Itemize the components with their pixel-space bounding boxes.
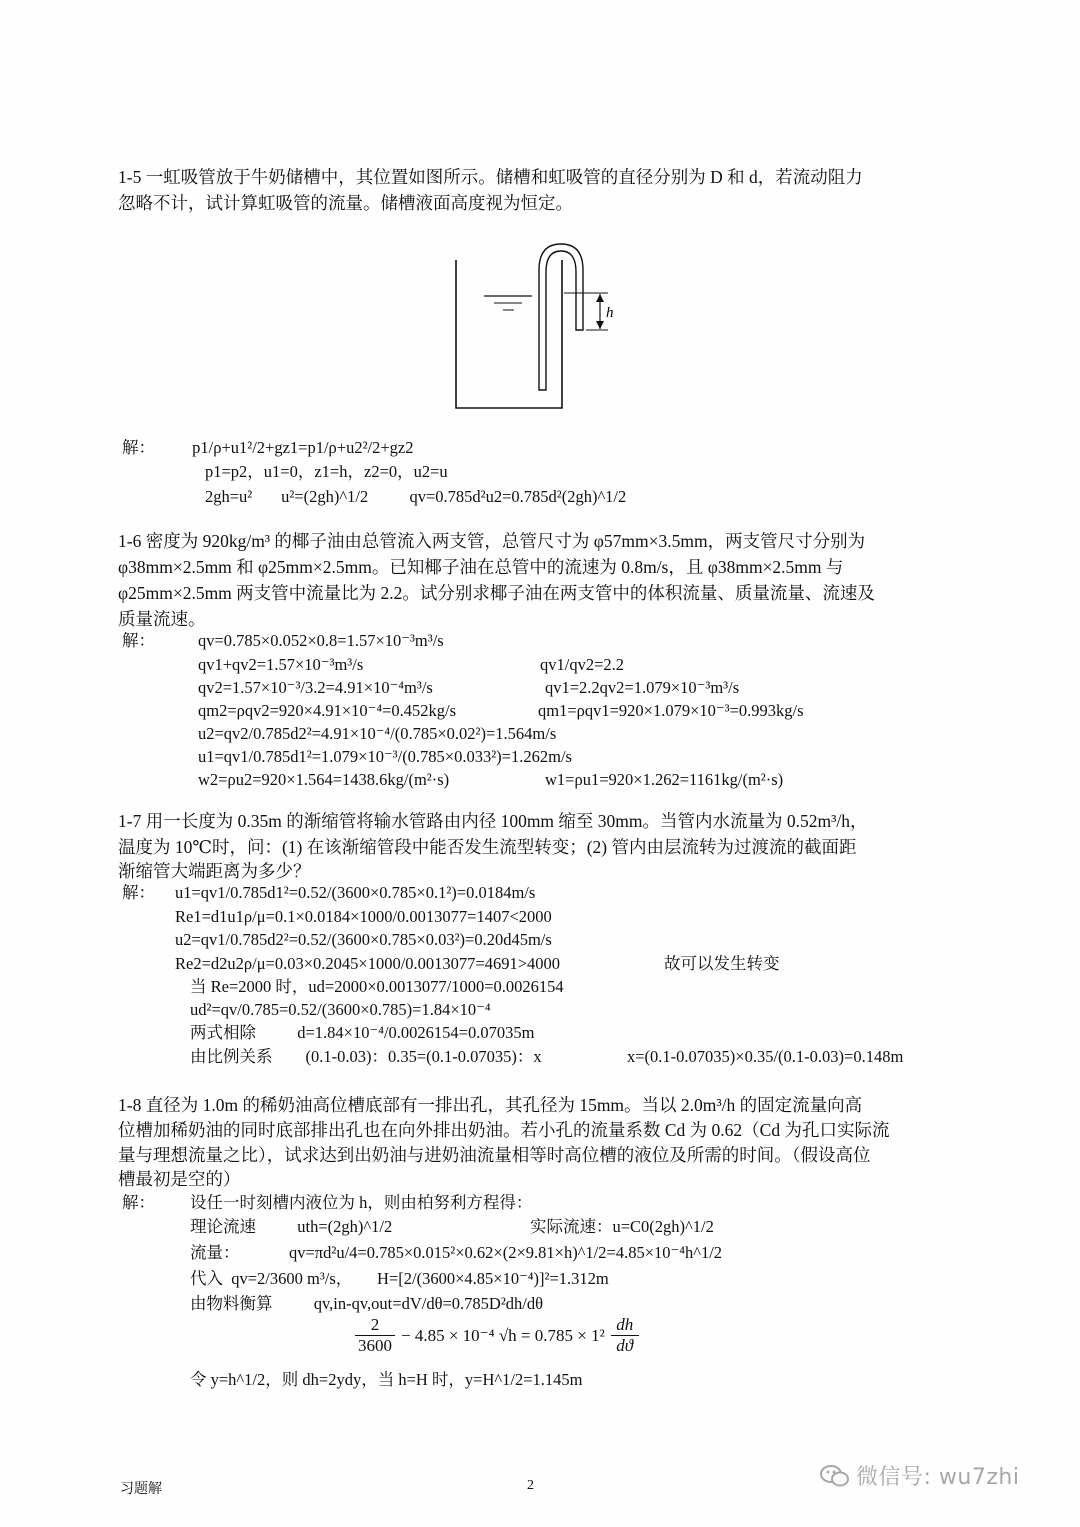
problem-1-8-solution-line: 流量： qv=πd²u/4=0.785×0.015²×0.62×(2×9.81×h)^1/2=4.85×10⁻⁴h^1/2 [190, 1243, 723, 1262]
problem-1-6-solution-line: w2=ρu2=920×1.564=1438.6kg/(m²·s) [198, 770, 450, 789]
problem-1-6-solution-line: qv2=1.57×10⁻³/3.2=4.91×10⁻⁴m³/s [198, 678, 433, 697]
problem-1-7-solution-line: 当 Re=2000 时，ud=2000×0.0013077/1000=0.0026154 [190, 977, 564, 996]
equation-middle: − 4.85 × 10⁻⁴ √h = 0.785 × 1² [401, 1325, 605, 1345]
problem-1-6-question-line-1: 1-6 密度为 920kg/m³ 的椰子油由总管流入两支管，总管尺寸为 φ57mm×3.5mm，两支管尺寸分别为 [118, 531, 866, 551]
siphon-tube [539, 244, 583, 390]
fraction-dh-over-dtheta [611, 1315, 639, 1356]
problem-1-6-solution-line: qv1=2.2qv2=1.079×10⁻³m³/s [545, 678, 740, 697]
problem-1-8-question-line-3: 量与理想流量之比），试求达到出奶油与进奶油流量相等时高位槽的液位及所需的时间。（假设高位 [118, 1145, 871, 1165]
problem-1-7-question-line-1: 1-7 用一长度为 0.35m 的渐缩管将输水管路由内径 100mm 缩至 30mm。当管内水流量为 0.52m³/h， [118, 811, 868, 831]
problem-1-7-solution-line: x=(0.1-0.07035)×0.35/(0.1-0.03)=0.148m [627, 1047, 904, 1066]
problem-1-7-solution-line: 故可以发生转变 [664, 954, 780, 973]
problem-1-6-question-line-3: φ25mm×2.5mm 两支管中流量比为 2.2。试分别求椰子油在两支管中的体积流量、质量流量、流速及 [118, 583, 875, 603]
problem-1-6-solution-line: qm1=ρqv1=920×1.079×10⁻³=0.993kg/s [538, 701, 804, 720]
problem-1-7-solution-line: 两式相除 d=1.84×10⁻⁴/0.0026154=0.07035m [190, 1023, 535, 1042]
watermark-text: 微信号: wu7zhi [856, 1465, 1020, 1490]
problem-1-8-question-line-4: 槽最初是空的） [118, 1169, 241, 1189]
page-number: 2 [527, 1478, 534, 1493]
problem-1-7-solution-label: 解： [122, 883, 155, 902]
problem-1-6-solution-label: 解： [122, 631, 155, 650]
problem-1-5-solution-line-3: 2gh=u² u²=(2gh)^1/2 qv=0.785d²u2=0.785d²(2gh)^1/2 [205, 487, 627, 506]
problem-1-5-solution-line-1: 解： p1/ρ+u1²/2+gz1=p1/ρ+u2²/2+gz2 [122, 438, 414, 457]
problem-1-7-solution-line: u1=qv1/0.785d1²=0.52/(3600×0.785×0.1²)=0.0184m/s [175, 883, 536, 902]
problem-1-7-solution-line: Re2=d2u2ρ/μ=0.03×0.2045×1000/0.0013077=4691>4000 [175, 954, 561, 973]
problem-1-7-solution-line: u2=qv1/0.785d2²=0.52/(3600×0.785×0.03²)=0.20d45m/s [175, 930, 552, 949]
problem-1-7-solution-line: ud²=qv/0.785=0.52/(3600×0.785)=1.84×10⁻⁴ [190, 1000, 491, 1019]
problem-1-6-solution-line: qv1/qv2=2.2 [540, 655, 625, 674]
problem-1-6-solution-line: qv=0.785×0.052×0.8=1.57×10⁻³m³/s [198, 631, 444, 650]
problem-1-6-solution-line: qm2=ρqv2=920×4.91×10⁻⁴=0.452kg/s [198, 701, 457, 720]
fraction-denominator: 3600 [358, 1336, 392, 1355]
problem-1-7-question-line-3: 渐缩管大端距离为多少？ [118, 861, 311, 881]
siphon-tank-diagram [440, 238, 640, 414]
h-dimension-label: h [606, 305, 614, 321]
problem-1-5-question-line-2: 忽略不计，试计算虹吸管的流量。储槽液面高度视为恒定。 [118, 193, 573, 213]
problem-1-5-question-line-1: 1-5 一虹吸管放于牛奶储槽中，其位置如图所示。储槽和虹吸管的直径分别为 D 和 d，若流动阻力 [118, 167, 863, 187]
fraction-numerator: 2 [370, 1315, 380, 1334]
problem-1-8-solution-label: 解： [122, 1193, 155, 1212]
problem-1-7-solution-line: 由比例关系 (0.1-0.03)：0.35=(0.1-0.07035)：x [190, 1047, 542, 1066]
differential-equation [355, 1315, 639, 1356]
problem-1-8-solution-line: 由物料衡算 qv,in-qv,out=dV/dθ=0.785D²dh/dθ [190, 1294, 544, 1313]
wechat-watermark [820, 1460, 1019, 1491]
fraction-denominator: dϑ [616, 1336, 634, 1355]
fraction-2-over-3600 [355, 1315, 395, 1356]
problem-1-6-solution-line: u2=qv2/0.785d2²=4.91×10⁻⁴/(0.785×0.02²)=1.564m/s [198, 724, 557, 743]
problem-1-8-question-line-1: 1-8 直径为 1.0m 的稀奶油高位槽底部有一排出孔，其孔径为 15mm。当以 2.0m³/h 的固定流量向高 [118, 1095, 863, 1115]
problem-1-8-question-line-2: 位槽加稀奶油的同时底部排出孔也在向外排出奶油。若小孔的流量系数 Cd 为 0.62（Cd 为孔口实际流 [118, 1120, 890, 1140]
problem-1-7-solution-line: Re1=d1u1ρ/μ=0.1×0.0184×1000/0.0013077=1407<2000 [175, 907, 552, 926]
problem-1-6-solution-line: qv1+qv2=1.57×10⁻³m³/s [198, 655, 364, 674]
wechat-icon [820, 1464, 850, 1488]
problem-1-6-solution-line: w1=ρu1=920×1.262=1161kg/(m²·s) [545, 770, 784, 789]
problem-1-8-solution-line: 设任一时刻槽内液位为 h，则由柏努利方程得： [190, 1193, 533, 1212]
problem-1-8-solution-line: 代入 qv=2/3600 m³/s， H=[2/(3600×4.85×10⁻⁴)]²=1.312m [190, 1269, 609, 1288]
footer-left-label: 习题解 [120, 1482, 162, 1497]
problem-1-7-question-line-2: 温度为 10℃时，问：(1) 在该渐缩管段中能否发生流型转变；(2) 管内由层流转为过渡流的截面距 [118, 837, 857, 857]
problem-1-6-solution-line: u1=qv1/0.785d1²=1.079×10⁻³/(0.785×0.033²)=1.262m/s [198, 747, 572, 766]
problem-1-6-question-line-2: φ38mm×2.5mm 和 φ25mm×2.5mm。已知椰子油在总管中的流速为 0.8m/s，且 φ38mm×2.5mm 与 [118, 557, 844, 577]
problem-1-8-solution-line: 实际流速：u=C0(2gh)^1/2 [530, 1217, 714, 1236]
problem-1-8-solution-line: 理论流速 uth=(2gh)^1/2 [190, 1217, 393, 1236]
problem-1-5-solution-line-2: p1=p2，u1=0，z1=h，z2=0，u2=u [205, 462, 448, 481]
fraction-numerator: dh [616, 1315, 634, 1334]
problem-1-6-question-line-4: 质量流速。 [118, 609, 206, 629]
problem-1-8-final-line: 令 y=h^1/2，则 dh=2ydy，当 h=H 时，y=H^1/2=1.145m [190, 1370, 583, 1389]
